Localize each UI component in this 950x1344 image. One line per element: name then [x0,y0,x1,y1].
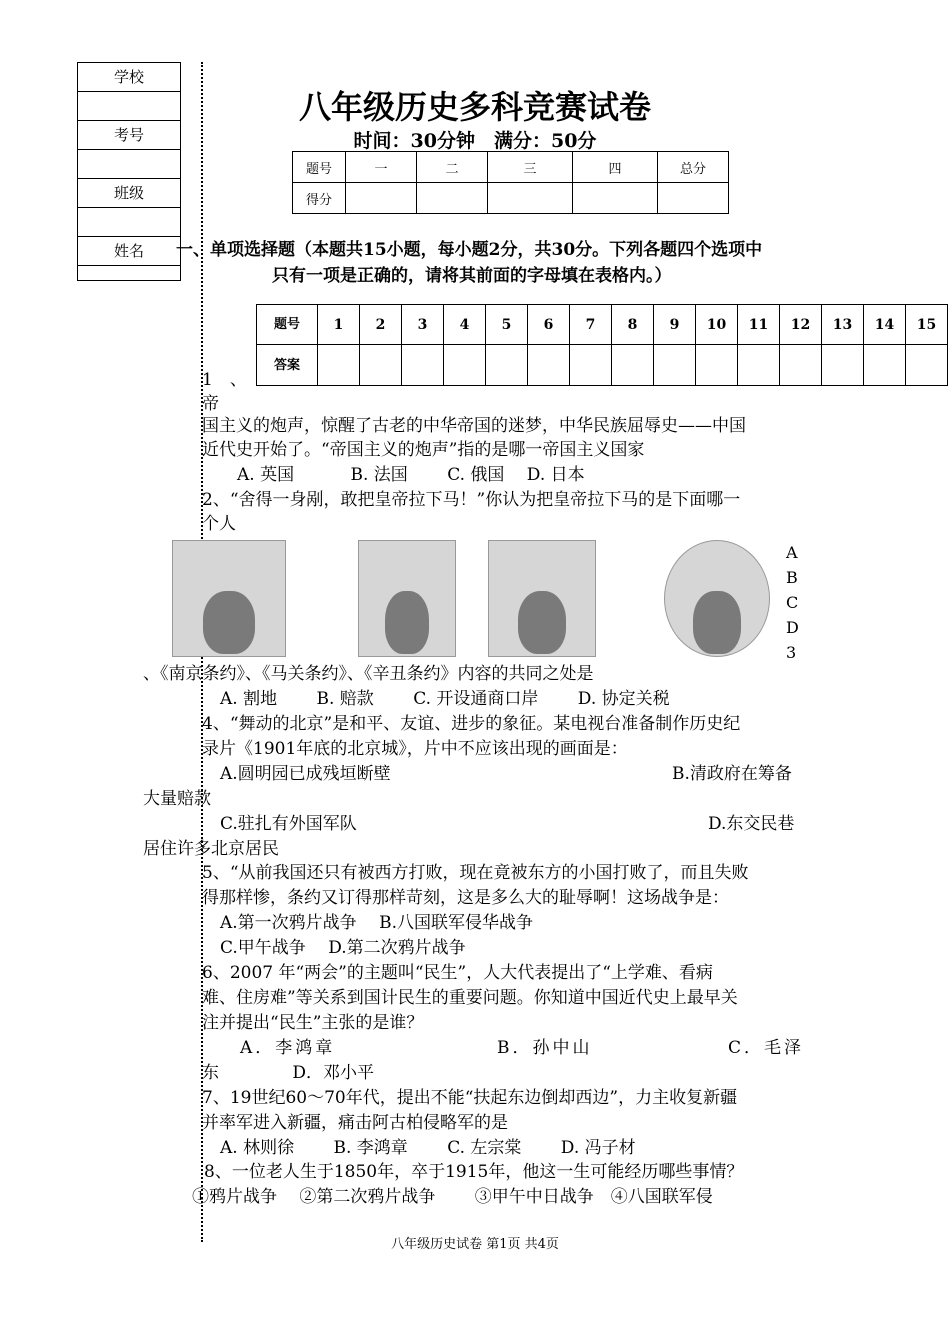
q6-option: B．孙中山 [497,1038,593,1058]
photo-option-letters [786,540,799,665]
answer-input-cell[interactable] [864,345,906,386]
class-label: 班级 [78,179,180,208]
answer-input-cell[interactable] [906,345,948,386]
q5-options: A.第一次鸦片战争 B.八国联军侵华战争 [220,913,533,933]
answer-number-cell: 13 [822,305,864,345]
score-header: 总分 [658,152,729,183]
answer-input-cell[interactable] [570,345,612,386]
answer-number-cell: 12 [780,305,822,345]
score-header: 题号 [293,152,346,183]
exam-time-info: 时间：30分钟 满分：50分 [353,130,597,152]
answer-number-cell: 15 [906,305,948,345]
name-label: 姓名 [78,237,180,266]
answer-number-cell: 10 [696,305,738,345]
portrait-photo-d [664,540,770,657]
answer-number-cell: 2 [360,305,402,345]
q2-text: 个人 [202,514,236,534]
answer-input-cell[interactable] [822,345,864,386]
q2-text: 2、“舍得一身剐，敢把皇帝拉下马！”你认为把皇帝拉下马的是下面哪一 [202,490,741,510]
answer-number-cell: 8 [612,305,654,345]
q5-options: C.甲午战争 D.第二次鸦片战争 [220,938,466,958]
answer-number-cell: 6 [528,305,570,345]
q6-text: 难、住房难”等关系到国计民生的重要问题。你知道中国近代史上最早关 [202,988,738,1008]
score-row-label: 得分 [293,183,346,214]
q4-option: A.圆明园已成残垣断壁 [220,764,391,784]
answer-input-cell[interactable] [486,345,528,386]
answer-input-cell[interactable] [654,345,696,386]
q6-text: 6、2007 年“两会”的主题叫“民生”，人大代表提出了“上学难、看病 [202,963,713,983]
q1-text: 近代史开始了。“帝国主义的炮声”指的是哪一帝国主义国家 [202,440,645,460]
answer-input-cell[interactable] [780,345,822,386]
q4-option: B.清政府在筹备 [672,764,792,784]
portrait-photo-c [488,540,596,657]
q1-text: 帝 [202,394,219,414]
section-heading-cont: 只有一项是正确的，请将其前面的字母填在表格内。） [272,266,672,286]
portrait-photo-b [358,540,456,657]
q6-option-cont: 东 D．邓小平 [202,1063,375,1083]
exam-no-field[interactable] [78,150,180,179]
answer-number-cell: 7 [570,305,612,345]
q4-option-cont: 居住许多北京居民 [143,839,279,859]
q4-option-cont: 大量赔款 [143,789,211,809]
page-footer: 八年级历史试卷 第1页 共4页 [391,1237,559,1252]
score-header: 三 [488,152,573,183]
answer-input-cell[interactable] [402,345,444,386]
answer-input-cell[interactable] [444,345,486,386]
option-letter: C [786,593,799,612]
q1-text: 国主义的炮声，惊醒了古老的中华帝国的迷梦，中华民族屈辱史——中国 [202,416,746,436]
q3-text: 、《南京条约》、《马关条约》、《辛丑条约》内容的共同之处是 [143,664,594,684]
q3-options: A. 割地 B. 赔款 C. 开设通商口岸 D. 协定关税 [220,689,670,709]
option-letter: A [786,543,798,562]
answer-number-cell: 5 [486,305,528,345]
answer-number-cell: 3 [402,305,444,345]
q7-text: 并率军进入新疆，痛击阿古柏侵略军的是 [202,1113,508,1133]
answer-ans-label: 答案 [257,345,318,386]
score-header: 四 [573,152,658,183]
q4-option: C.驻扎有外国军队 [220,814,357,834]
answer-number-cell: 9 [654,305,696,345]
q6-option: A．李鸿章 [240,1038,336,1058]
portrait-photo-a [172,540,286,657]
section-heading: 一、单项选择题（本题共15小题，每小题2分，共30分。下列各题四个选项中 [176,240,763,260]
name-field[interactable] [78,266,180,280]
question-number: 3 [786,643,797,662]
answer-number-cell: 4 [444,305,486,345]
q4-text: 4、“舞动的北京”是和平、友谊、进步的象征。某电视台准备制作历史纪 [202,714,741,734]
option-letter: B [786,568,798,587]
answer-input-cell[interactable] [738,345,780,386]
q1-number: 1 、 [202,370,247,390]
school-label: 学校 [78,63,180,92]
q7-options: A. 林则徐 B. 李鸿章 C. 左宗棠 D. 冯子材 [220,1138,636,1158]
q6-option: C．毛泽 [728,1038,805,1058]
q1-options: A. 英国 B. 法国 C. 俄国 D. 日本 [220,465,585,485]
score-cell[interactable] [488,183,573,214]
score-header: 二 [417,152,488,183]
answer-table [256,304,948,386]
q7-text: 7、19世纪60～70年代，提出不能“扶起东边倒却西边”，力主收复新疆 [202,1088,738,1108]
q4-option: D.东交民巷 [708,814,795,834]
q5-text: 得那样惨，条约又订得那样苛刻，这是多么大的耻辱啊！这场战争是： [202,888,729,908]
answer-input-cell[interactable] [612,345,654,386]
answer-number-cell: 1 [318,305,360,345]
answer-input-cell[interactable] [318,345,360,386]
q8-text: 8、一位老人生于1850年，卒于1915年，他这一生可能经历哪些事情？ [204,1162,744,1182]
q8-options: ①鸦片战争 ②第二次鸦片战争 ③甲午中日战争 ④八国联军侵 [192,1187,713,1207]
page-title: 八年级历史多科竞赛试卷 [298,88,651,126]
q4-text: 录片《1901年底的北京城》，片中不应该出现的画面是： [202,739,628,759]
score-cell[interactable] [658,183,729,214]
score-table [292,151,729,214]
answer-number-cell: 14 [864,305,906,345]
answer-num-label: 题号 [257,305,318,345]
score-cell[interactable] [346,183,417,214]
answer-input-cell[interactable] [696,345,738,386]
q6-text: 注并提出“民生”主张的是谁？ [202,1013,424,1033]
q5-text: 5、“从前我国还只有被西方打败，现在竟被东方的小国打败了，而且失败 [202,863,749,883]
score-cell[interactable] [573,183,658,214]
class-field[interactable] [78,208,180,237]
score-cell[interactable] [417,183,488,214]
answer-input-cell[interactable] [360,345,402,386]
score-header: 一 [346,152,417,183]
exam-no-label: 考号 [78,121,180,150]
option-letter: D [786,618,799,637]
answer-number-cell: 11 [738,305,780,345]
answer-input-cell[interactable] [528,345,570,386]
